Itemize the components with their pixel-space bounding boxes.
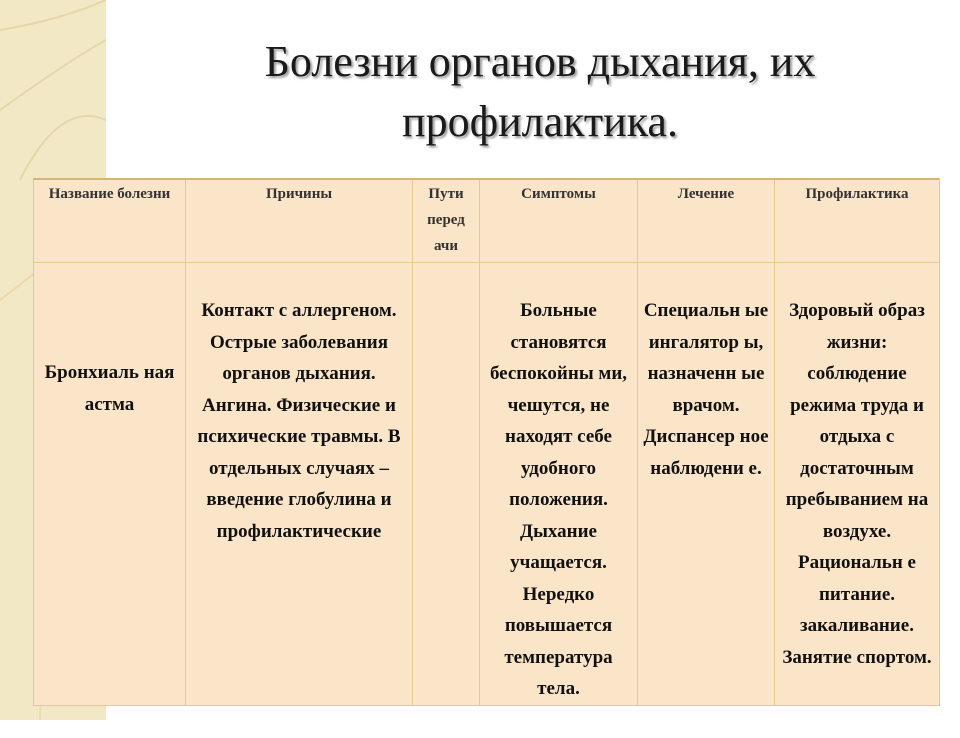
- table-top-border: [33, 178, 939, 180]
- header-symptoms: Симптомы: [480, 179, 638, 263]
- table-row: [34, 263, 940, 706]
- table-header-row: [34, 179, 940, 263]
- header-causes: Причины: [186, 179, 413, 263]
- header-name: Название болезни: [34, 179, 186, 263]
- cell-causes: Контакт с аллергеном. Острые заболевания органов дыхания. Ангина. Физические и психические травмы. В отдельных случаях – введение глобулина и профилактические: [186, 263, 413, 706]
- cell-prevention: Здоровый образ жизни: соблюдение режима труда и отдыха с достаточным пребыванием на воздухе. Рациональн е питание. закаливание. Занятие спортом.: [775, 263, 940, 706]
- header-prevention: Профилактика: [775, 179, 940, 263]
- header-treatment: Лечение: [638, 179, 775, 263]
- page-title: Болезни органов дыхания, их профилактика.: [264, 37, 816, 146]
- disease-table: [33, 178, 940, 706]
- cell-treatment: Специальн ые ингалятор ы, назначенн ые врачом. Диспансер ное наблюдени е.: [638, 263, 775, 706]
- disease-table-wrapper: [33, 178, 939, 738]
- header-paths: Пути перед ачи: [413, 179, 480, 263]
- cell-paths: [413, 263, 480, 706]
- cell-disease-name: Бронхиаль ная астма: [34, 263, 186, 706]
- cell-symptoms: Больные становятся беспокойны ми, чешутся, не находят себе удобного положения. Дыхание учащается. Нередко повышается температура тела.: [480, 263, 638, 706]
